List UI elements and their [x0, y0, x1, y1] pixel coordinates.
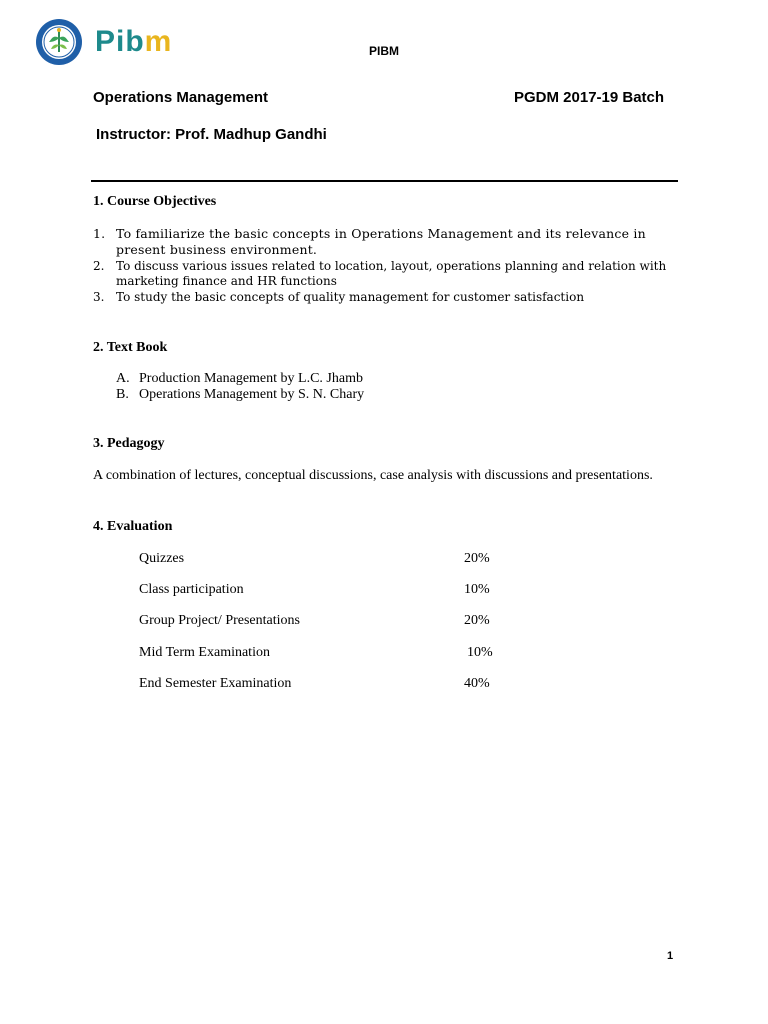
evaluation-row: [139, 613, 559, 631]
evaluation-row: [139, 676, 559, 694]
horizontal-rule: [91, 180, 678, 182]
list-item: 2. To discuss various issues related to location, layout, operations planning and relation with marketing finance and HR functions: [93, 259, 667, 288]
wordmark-main: Pib: [95, 25, 145, 58]
section-heading-textbook: 2. Text Book: [93, 340, 168, 355]
section-heading-evaluation: 4. Evaluation: [93, 519, 173, 534]
page-number: 1: [667, 950, 674, 962]
evaluation-percent: 20%: [464, 551, 490, 566]
evaluation-label: Quizzes: [139, 551, 185, 566]
section-heading-objectives: 1. Course Objectives: [93, 194, 217, 209]
wordmark-accent: m: [144, 25, 173, 58]
evaluation-label: Mid Term Examination: [139, 645, 270, 660]
list-item: 1. To familiarize the basic concepts in Operations Management and its relevance in present business environment.: [93, 226, 646, 257]
evaluation-label: End Semester Examination: [139, 676, 292, 691]
evaluation-percent: 10%: [467, 645, 493, 660]
section-heading-pedagogy: 3. Pedagogy: [93, 436, 165, 451]
pibm-seal-logo: [35, 18, 83, 66]
evaluation-percent: 20%: [464, 613, 490, 628]
evaluation-row: [139, 551, 559, 569]
evaluation-percent: 10%: [464, 582, 490, 597]
instructor-line: Instructor: Prof. Madhup Gandhi: [96, 126, 327, 143]
batch-label: PGDM 2017-19 Batch: [514, 89, 665, 106]
header-center-label: PIBM: [369, 44, 399, 58]
pedagogy-text: A combination of lectures, conceptual discussions, case analysis with discussions and presentations.: [93, 468, 653, 483]
textbook-list: [116, 371, 364, 403]
list-item: 3. To study the basic concepts of quality management for customer satisfaction: [93, 290, 585, 304]
course-title: Operations Management: [93, 89, 269, 106]
evaluation-label: Class participation: [139, 582, 244, 597]
objectives-list: [93, 226, 683, 305]
evaluation-row: [139, 645, 559, 663]
evaluation-row: [139, 582, 559, 600]
evaluation-percent: 40%: [464, 676, 490, 691]
list-item: A. Production Management by L.C. Jhamb: [116, 371, 363, 386]
list-item: B. Operations Management by S. N. Chary: [116, 387, 365, 402]
evaluation-label: Group Project/ Presentations: [139, 613, 300, 628]
